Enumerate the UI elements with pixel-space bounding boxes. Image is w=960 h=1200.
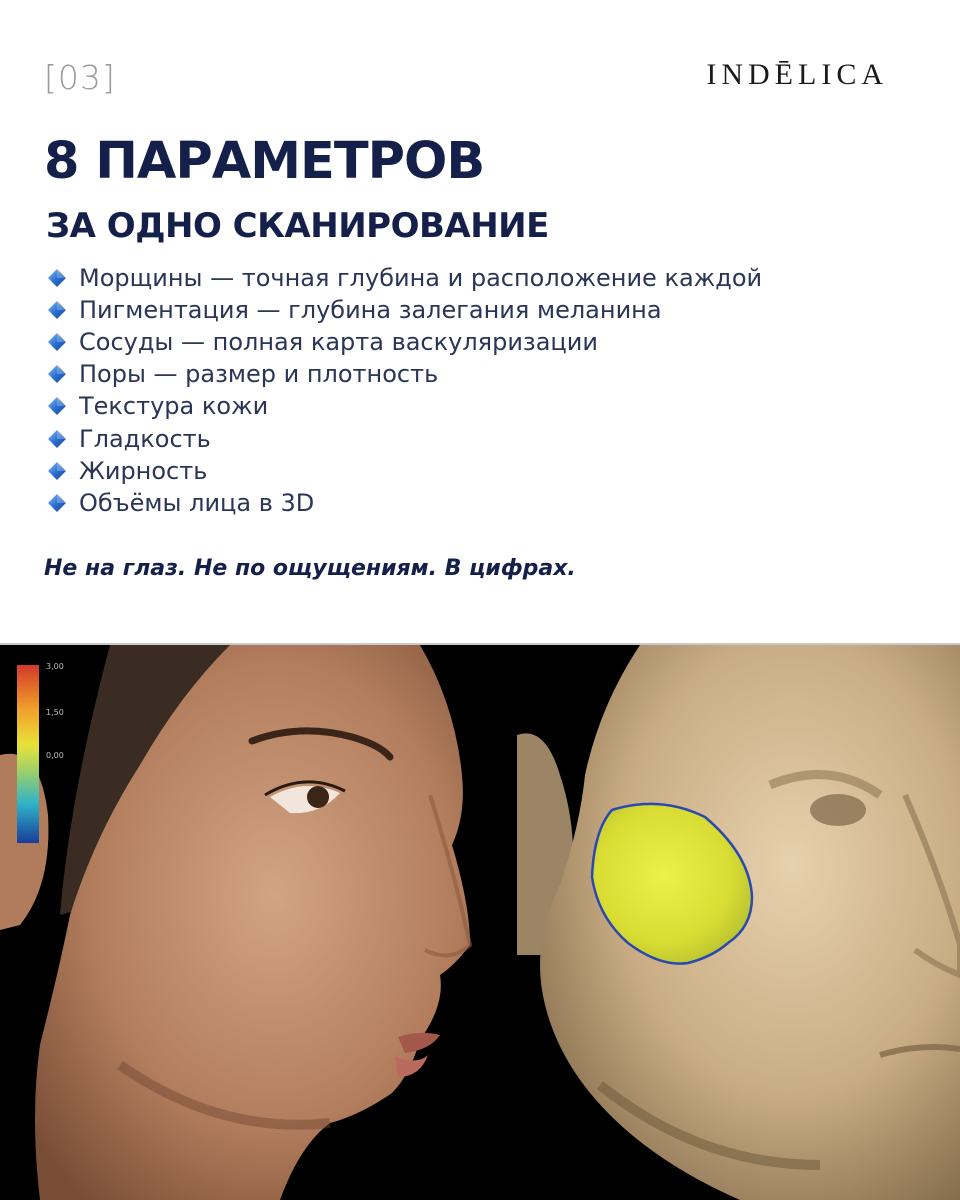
list-item — [46, 262, 762, 294]
list-item — [46, 455, 762, 487]
list-item — [46, 358, 762, 390]
blue-diamond-icon — [46, 492, 68, 514]
blue-diamond-icon — [46, 428, 68, 450]
page-number: [03] — [44, 58, 116, 97]
blue-diamond-icon — [46, 331, 68, 353]
face-scan-comparison — [0, 645, 960, 1200]
brand-logo: INDĒLICA — [706, 58, 888, 91]
blue-diamond-icon — [46, 363, 68, 385]
blue-diamond-icon — [46, 460, 68, 482]
face-photo — [0, 645, 505, 1200]
blue-diamond-icon — [46, 299, 68, 321]
parameter-list — [46, 262, 762, 519]
page-subtitle: ЗА ОДНО СКАНИРОВАНИЕ — [46, 206, 549, 246]
parameter-text: Жирность — [79, 456, 208, 485]
parameter-text: Сосуды — полная карта васкуляризации — [79, 328, 598, 357]
face-3d-scan — [517, 645, 960, 1200]
page-title: 8 ПАРАМЕТРОВ — [44, 132, 485, 191]
parameter-text: Поры — размер и плотность — [79, 360, 439, 389]
color-scale-bar — [17, 665, 39, 843]
list-item — [46, 422, 762, 454]
scale-tick-label: 0,00 — [46, 751, 64, 760]
tagline: Не на глаз. Не по ощущениям. В цифрах. — [44, 556, 576, 581]
parameter-text: Морщины — точная глубина и расположение каждой — [79, 264, 763, 293]
blue-diamond-icon — [46, 267, 68, 289]
blue-diamond-icon — [46, 395, 68, 417]
parameter-text: Пигментация — глубина залегания меланина — [79, 296, 662, 325]
face-scan-illustration — [0, 645, 960, 1200]
parameter-text: Объёмы лица в 3D — [79, 488, 315, 517]
list-item — [46, 487, 762, 519]
parameter-text: Текстура кожи — [79, 392, 269, 421]
list-item — [46, 294, 762, 326]
scale-tick-label: 3,00 — [46, 662, 64, 671]
list-item — [46, 390, 762, 422]
parameter-text: Гладкость — [79, 424, 211, 453]
scale-tick-label: 1,50 — [46, 708, 64, 717]
list-item — [46, 326, 762, 358]
